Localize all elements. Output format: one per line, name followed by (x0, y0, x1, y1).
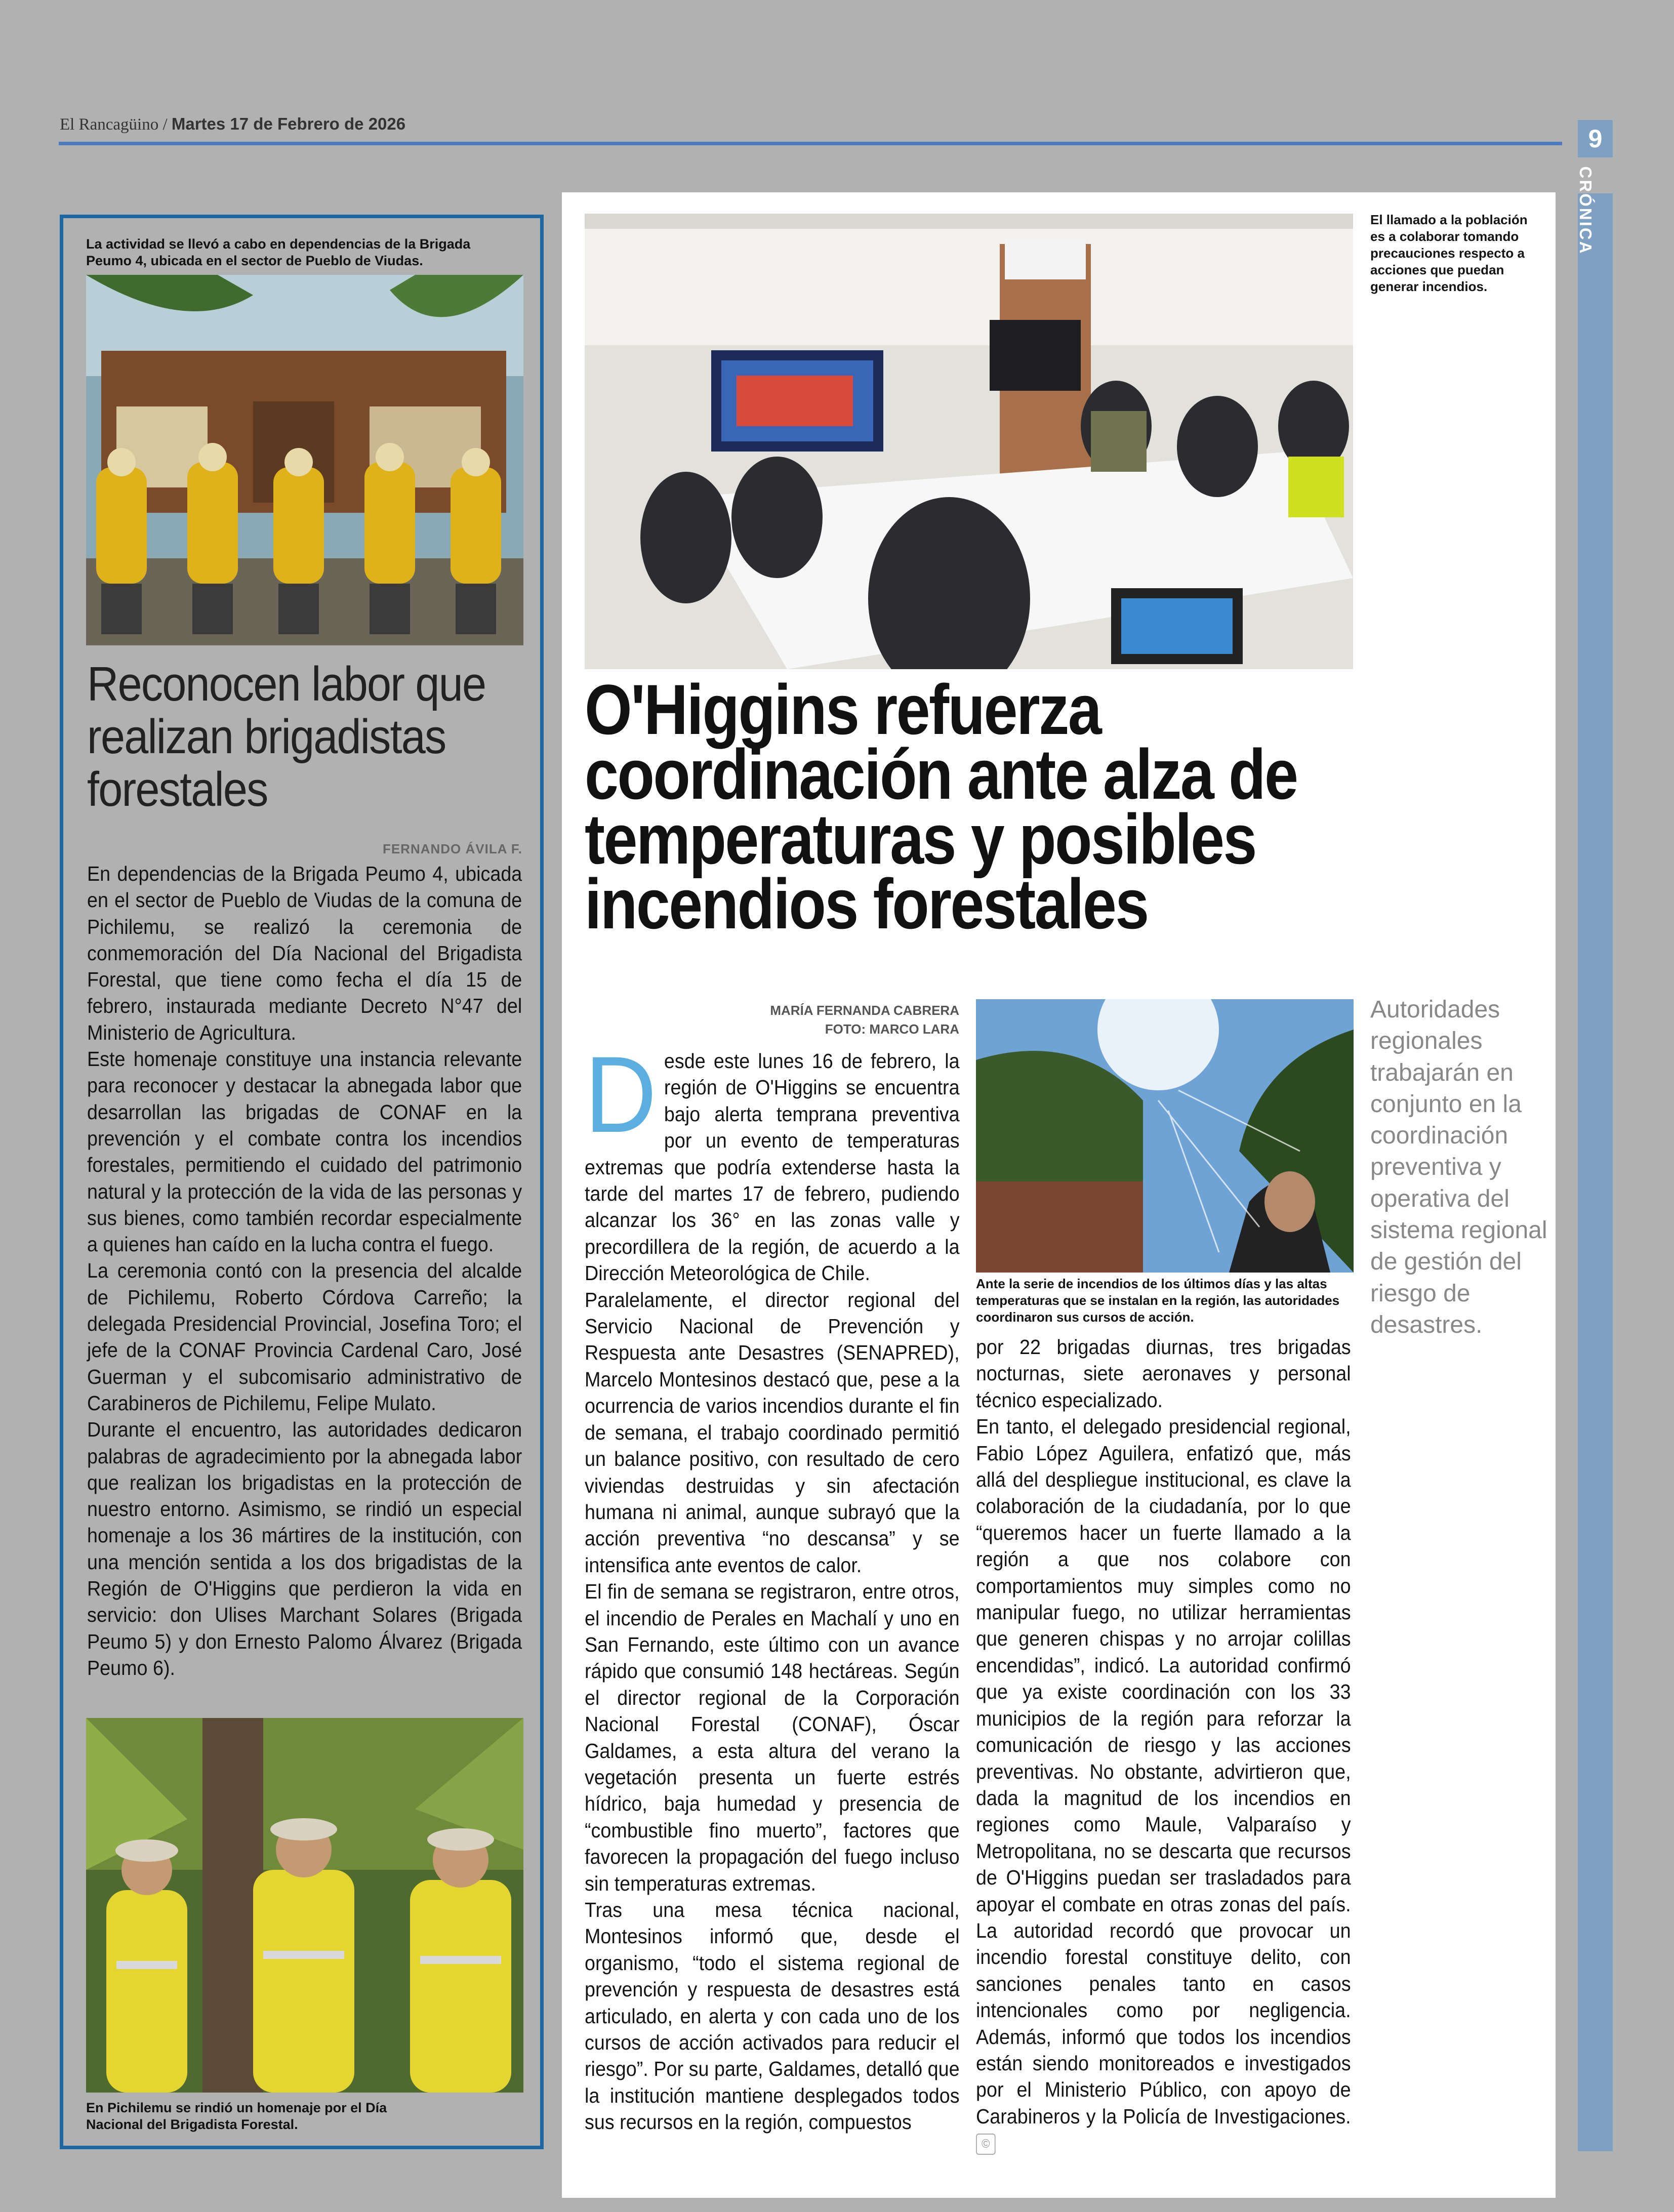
left-top-caption: La actividad se llevó a cabo en dependencias de la Brigada Peumo 4, ubicada en el sector de Pueblo de Viudas. (86, 236, 471, 268)
end-of-article-icon: © (976, 2134, 996, 2155)
heat-sprinkler-photo (976, 999, 1354, 1273)
header-rule (59, 142, 1562, 145)
closing-text: En tanto, el delegado presidencial regional, Fabio López Aguilera, enfatizó que, más allá del despliegue institucional, es clave la colaboración de la ciudadanía, por lo que “queremos hacer un fuerte llamado a la región a que nos colabore con comportamientos muy simples como no manipular fuego, no utilizar herramientas que generen chispas y no arrojar colillas encendidas”, indicó. La autoridad confirmó que ya existe coordinación con los 33 municipios de la región para reforzar la comunicación de riesgo y las acciones preventivas. No obstante, advirtieron que, dada la magnitud de los incendios en regiones como Maule, Valparaíso y Metropolitana, no se descarta que recursos de O'Higgins puedan ser trasladados para apoyar el combate en otras zonas del país. La autoridad recordó que provocar un incendio forestal constituye delito, con sanciones penales tanto en casos intencionales como por negligencia. Además, informó que todos los incendios están siendo monitoreados e investigados por el Ministerio Público, con apoyo de Carabineros y la Policía de Investigaciones. (976, 1415, 1351, 2128)
left-byline: FERNANDO ÁVILA F. (382, 841, 522, 856)
page-number: 9 (1578, 120, 1613, 157)
main-paragraph: El fin de semana se registraron, entre otros, el incendio de Perales en Machalí y uno en San Fernando, este último con un avance rápido que consumió 148 hectáreas. Según el director regional de la Corporación Nacional Forestal (CONAF), Óscar Galdames, a esta altura del verano la vegetación presenta un fuerte estrés hídrico, baja humedad y presencia de “combustible fino muerto”, factores que favorecen la propagación del fuego incluso sin temperaturas extremas. (585, 1580, 960, 1895)
drop-cap: D (585, 1034, 657, 1155)
masthead-separator: / (162, 115, 168, 134)
main-paragraph: Tras una mesa técnica nacional, Montesinos informó que, desde el organismo, “todo el sistema regional de prevención y respuesta de desastres está articulado, en alerta y con cada uno de los cursos de acción activados para reducir el riesgo”. Por su parte, Galdames, detalló que la institución mantiene desplegados todos sus recursos en la región, compuestos (585, 1898, 960, 2134)
left-paragraph: La ceremonia contó con la presencia del alcalde de Pichilemu, Roberto Córdova Carreño; la delegada Presidencial Provincial, Josefina Toro; el jefe de la CONAF Provincia Cardenal Caro, José Guerman y el subcomisario administrativo de Carabineros de Pichilemu, Felipe Mulato. (87, 1259, 522, 1415)
left-body (87, 861, 522, 1681)
left-bottom-caption: En Pichilemu se rindió un homenaje por el Día Nacional del Brigadista Forestal. (86, 2100, 387, 2132)
coordination-meeting-photo (585, 214, 1353, 669)
section-strip (1576, 166, 1613, 2151)
main-column-1 (585, 1034, 960, 2136)
heat-photo-caption: Ante la serie de incendios de los últimos días y las altas temperaturas que se instalan en la región, las autoridades coordinaron sus cursos de acción. (976, 1276, 1340, 1325)
left-paragraph: Este homenaje constituye una instancia relevante para reconocer y destacar la abnegada labor que desarrollan las brigadas de CONAF en la prevención y el combate contra los incendios forestales, permitiendo el cuidado del patrimonio natural y la protección de la vida de las personas y sus bienes, como también recordar especialmente a quienes han caído en la lucha contra el fuego. (87, 1047, 522, 1256)
masthead (60, 114, 405, 134)
main-side-caption: El llamado a la población es a colaborar tomando precauciones respecto a acciones que puedan generar incendios. (1370, 212, 1528, 294)
pull-quote: Autoridades regionales trabajarán en conjunto en la coordinación preventiva y operativa del sistema regional de gestión del riesgo de desastres. (1370, 996, 1547, 1338)
left-paragraph: En dependencias de la Brigada Peumo 4, ubicada en el sector de Pueblo de Viudas de la comuna de Pichilemu, se realizó la ceremonia de conmemoración del Día Nacional del Brigadista Forestal, que tiene como fecha el día 15 de febrero, instaurada mediante Decreto N°47 del Ministerio de Agricultura. (87, 862, 522, 1044)
main-photo-credit: FOTO: MARCO LARA (825, 1021, 959, 1037)
main-headline: O'Higgins refuerza coordinación ante alza de temperaturas y posibles incendios forestales (585, 670, 1297, 944)
main-paragraph: Paralelamente, el director regional del Servicio Nacional de Prevención y Respuesta ante Desastres (SENAPRED), Marcelo Montesinos destacó que, pese a la ocurrencia de varios incendios durante el fin de semana, el trabajo coordinado permitió un balance positivo, con resultado de cero viviendas destruidas y sin afectación humana ni animal, aunque subrayó que la acción preventiva “no descansa” y se intensifica ante eventos de calor. (585, 1288, 960, 1577)
main-paragraph: por 22 brigadas diurnas, tres brigadas nocturnas, siete aeronaves y personal técnico especializado. (976, 1335, 1351, 1412)
main-bylines (752, 1001, 959, 1039)
main-author: MARÍA FERNANDA CABRERA (770, 1003, 959, 1018)
lead-text: esde este lunes 16 de febrero, la región de O'Higgins se encuentra bajo alerta temprana preventiva por un evento de temperaturas extremas que podría extenderse hasta la tarde del martes 17 de febrero, pudiendo alcanzar los 36° en las zonas valle y precordillera de la región, de acuerdo a la Dirección Meteorológica de Chile. (585, 1049, 960, 1285)
section-label: CRÓNICA (1576, 166, 1595, 255)
left-headline: Reconocen labor que realizan brigadistas forestales (87, 657, 486, 816)
brigadistas-ceremony-photo (86, 275, 523, 645)
main-lead-paragraph (585, 1034, 960, 1287)
issue-date: Martes 17 de Febrero de 2026 (171, 114, 406, 133)
brigadistas-homage-photo (86, 1718, 523, 2093)
newspaper-name: El Rancagüino (60, 115, 159, 134)
left-paragraph: Durante el encuentro, las autoridades dedicaron palabras de agradecimiento por la abnegada labor que realizan los brigadistas en la protección de nuestro entorno. Asimismo, se rindió un especial homenaje a los 36 mártires de la institución, con una mención sentida a los dos brigadistas de la Región de O'Higgins que perdieron la vida en servicio: don Ulises Marchant Solares (Brigada Peumo 5) y don Ernesto Palomo Álvarez (Brigada Peumo 6). (87, 1418, 522, 1680)
main-column-2 (976, 1334, 1351, 2156)
main-paragraph (976, 1413, 1351, 2156)
